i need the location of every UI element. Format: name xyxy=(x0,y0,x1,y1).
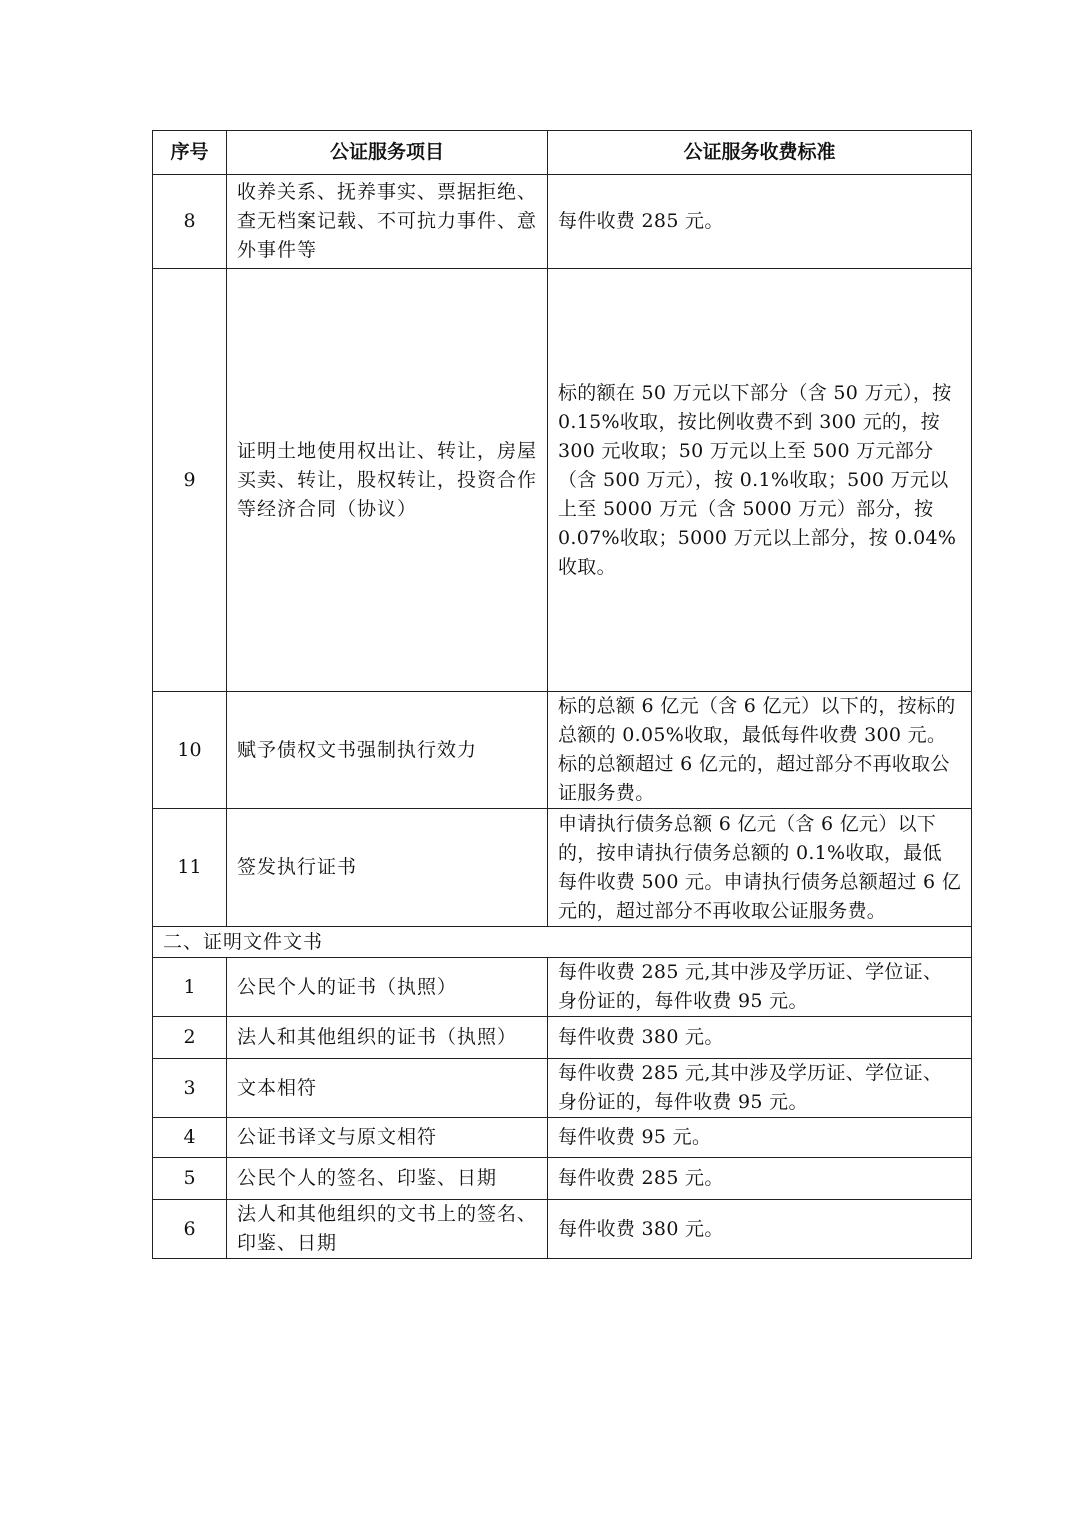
row-seq: 2 xyxy=(153,1017,227,1059)
row-fee: 每件收费 285 元。 xyxy=(548,1158,972,1200)
row-seq: 1 xyxy=(153,958,227,1017)
row-item: 公民个人的证书（执照） xyxy=(227,958,548,1017)
table-row xyxy=(153,692,972,809)
row-fee: 每件收费 95 元。 xyxy=(548,1118,972,1158)
table-row xyxy=(153,958,972,1017)
table-header-row xyxy=(153,131,972,175)
table-row xyxy=(153,269,972,692)
notary-fee-table xyxy=(152,130,972,1259)
table-row xyxy=(153,809,972,927)
row-seq: 3 xyxy=(153,1059,227,1118)
row-item: 公民个人的签名、印鉴、日期 xyxy=(227,1158,548,1200)
row-item: 法人和其他组织的证书（执照） xyxy=(227,1017,548,1059)
table-row xyxy=(153,1200,972,1259)
row-seq: 5 xyxy=(153,1158,227,1200)
section-row xyxy=(153,927,972,958)
row-fee: 标的额在 50 万元以下部分（含 50 万元），按 0.15%收取，按比例收费不到 300 元的，按 300 元收取；50 万元以上至 500 万元部分（含 500 万元），按 0.1%收取；500 万元以上至 5000 万元（含 5000 万元）部分，按 0.07%收取；5000 万元以上部分，按 0.04%收取。 xyxy=(548,269,972,692)
table-row xyxy=(153,1118,972,1158)
header-seq: 序号 xyxy=(153,131,227,175)
row-item: 收养关系、抚养事实、票据拒绝、查无档案记载、不可抗力事件、意外事件等 xyxy=(227,175,548,269)
row-fee: 每件收费 285 元,其中涉及学历证、学位证、身份证的，每件收费 95 元。 xyxy=(548,1059,972,1118)
row-fee: 每件收费 380 元。 xyxy=(548,1017,972,1059)
row-fee: 申请执行债务总额 6 亿元（含 6 亿元）以下的，按申请执行债务总额的 0.1%收取，最低每件收费 500 元。申请执行债务总额超过 6 亿元的，超过部分不再收取公证服务费。 xyxy=(548,809,972,927)
section-title: 二、证明文件文书 xyxy=(153,927,972,958)
row-item: 签发执行证书 xyxy=(227,809,548,927)
row-fee: 每件收费 285 元。 xyxy=(548,175,972,269)
table-row xyxy=(153,1059,972,1118)
row-item: 证明土地使用权出让、转让，房屋买卖、转让，股权转让，投资合作等经济合同（协议） xyxy=(227,269,548,692)
header-item: 公证服务项目 xyxy=(227,131,548,175)
table-row xyxy=(153,175,972,269)
row-item: 文本相符 xyxy=(227,1059,548,1118)
row-seq: 11 xyxy=(153,809,227,927)
row-item: 赋予债权文书强制执行效力 xyxy=(227,692,548,809)
row-seq: 6 xyxy=(153,1200,227,1259)
table-row xyxy=(153,1158,972,1200)
table-row xyxy=(153,1017,972,1059)
row-seq: 4 xyxy=(153,1118,227,1158)
header-fee: 公证服务收费标准 xyxy=(548,131,972,175)
row-fee: 标的总额 6 亿元（含 6 亿元）以下的，按标的总额的 0.05%收取，最低每件收费 300 元。标的总额超过 6 亿元的，超过部分不再收取公证服务费。 xyxy=(548,692,972,809)
row-seq: 9 xyxy=(153,269,227,692)
row-seq: 10 xyxy=(153,692,227,809)
row-item: 公证书译文与原文相符 xyxy=(227,1118,548,1158)
row-fee: 每件收费 380 元。 xyxy=(548,1200,972,1259)
row-item: 法人和其他组织的文书上的签名、印鉴、日期 xyxy=(227,1200,548,1259)
row-fee: 每件收费 285 元,其中涉及学历证、学位证、身份证的，每件收费 95 元。 xyxy=(548,958,972,1017)
row-seq: 8 xyxy=(153,175,227,269)
